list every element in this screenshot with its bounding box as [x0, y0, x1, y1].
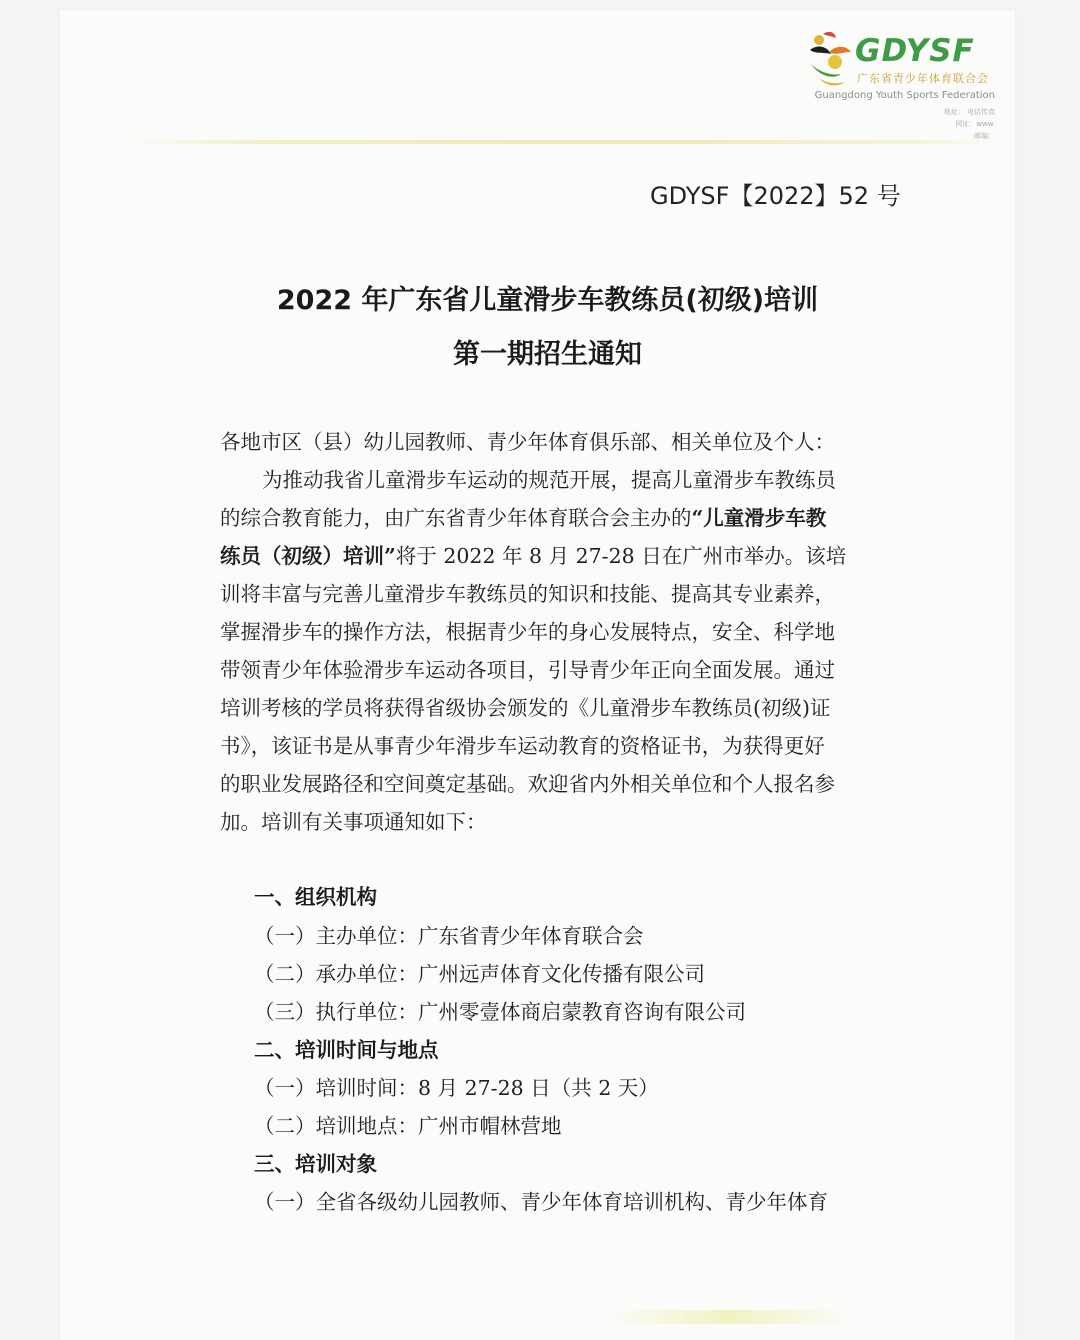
notice-title: 2022 年广东省儿童滑步车教练员(初级)培训 — [276, 285, 819, 316]
paragraph-line: 为推动我省儿童滑步车运动的规范开展，提高儿童滑步车教练员 — [262, 468, 836, 492]
paragraph-line: 书》，该证书是从事青少年滑步车运动教育的资格证书，为获得更好 — [220, 734, 825, 758]
training-name-bold: 练员（初级）培训” — [220, 544, 396, 568]
logo-chinese-name: 广东省青少年体育联合会 — [857, 72, 989, 85]
contact-line: 邮编： — [974, 132, 995, 140]
section-item: （二）承办单位：广州远声体育文化传播有限公司 — [254, 962, 705, 986]
paragraph-text: 的综合教育能力，由广东省青少年体育联合会主办的 — [220, 506, 692, 530]
logo-wordmark: GDYSF — [855, 33, 975, 69]
section-heading: 一、组织机构 — [254, 885, 377, 909]
contact-line: 地址： 电话传真 — [943, 108, 995, 116]
federation-emblem-icon — [805, 30, 855, 90]
section-heading: 三、培训对象 — [254, 1152, 377, 1176]
paragraph-line: 的职业发展路径和空间奠定基础。欢迎省内外相关单位和个人报名参 — [220, 772, 835, 796]
gdysf-logo — [805, 24, 1005, 144]
contact-line: 网址：www. — [955, 120, 995, 128]
paragraph-line: 掌握滑步车的操作方法，根据青少年的身心发展特点，安全、科学地 — [220, 620, 835, 644]
paragraph-text: 将于 2022 年 8 月 27-28 日在广州市举办。该培 — [395, 544, 847, 568]
salutation: 各地市区（县）幼儿园教师、青少年体育俱乐部、相关单位及个人： — [220, 430, 835, 454]
section-item: （二）培训地点：广州市帽林营地 — [254, 1114, 562, 1138]
document-page — [60, 10, 1015, 1340]
paragraph-line: 带领青少年体验滑步车运动各项目，引导青少年正向全面发展。通过 — [220, 658, 835, 682]
section-item: （三）执行单位：广州零壹体商启蒙教育咨询有限公司 — [254, 1000, 746, 1024]
training-name-bold: “儿童滑步车教 — [691, 506, 827, 530]
paragraph-line — [220, 503, 826, 533]
document-number: GDYSF【2022】52 号 — [650, 182, 901, 210]
paragraph-line: 培训考核的学员将获得省级协会颁发的《儿童滑步车教练员(初级)证 — [220, 696, 831, 720]
section-heading: 二、培训时间与地点 — [254, 1038, 439, 1062]
logo-english-name: Guangdong Youth Sports Federation — [814, 90, 995, 101]
letterhead-divider — [130, 140, 1000, 144]
section-item: （一）培训时间：8 月 27-28 日（共 2 天） — [254, 1076, 659, 1100]
notice-subtitle: 第一期招生通知 — [453, 339, 642, 370]
scan-highlight-mark — [610, 1310, 850, 1324]
paragraph-line — [220, 541, 846, 571]
paragraph-line: 加。培训有关事项通知如下： — [220, 810, 487, 834]
section-item: （一）全省各级幼儿园教师、青少年体育培训机构、青少年体育 — [254, 1190, 828, 1214]
section-item: （一）主办单位：广东省青少年体育联合会 — [254, 924, 644, 948]
paragraph-line: 训将丰富与完善儿童滑步车教练员的知识和技能、提高其专业素养， — [220, 582, 835, 606]
letterhead-contact-info — [845, 106, 995, 142]
